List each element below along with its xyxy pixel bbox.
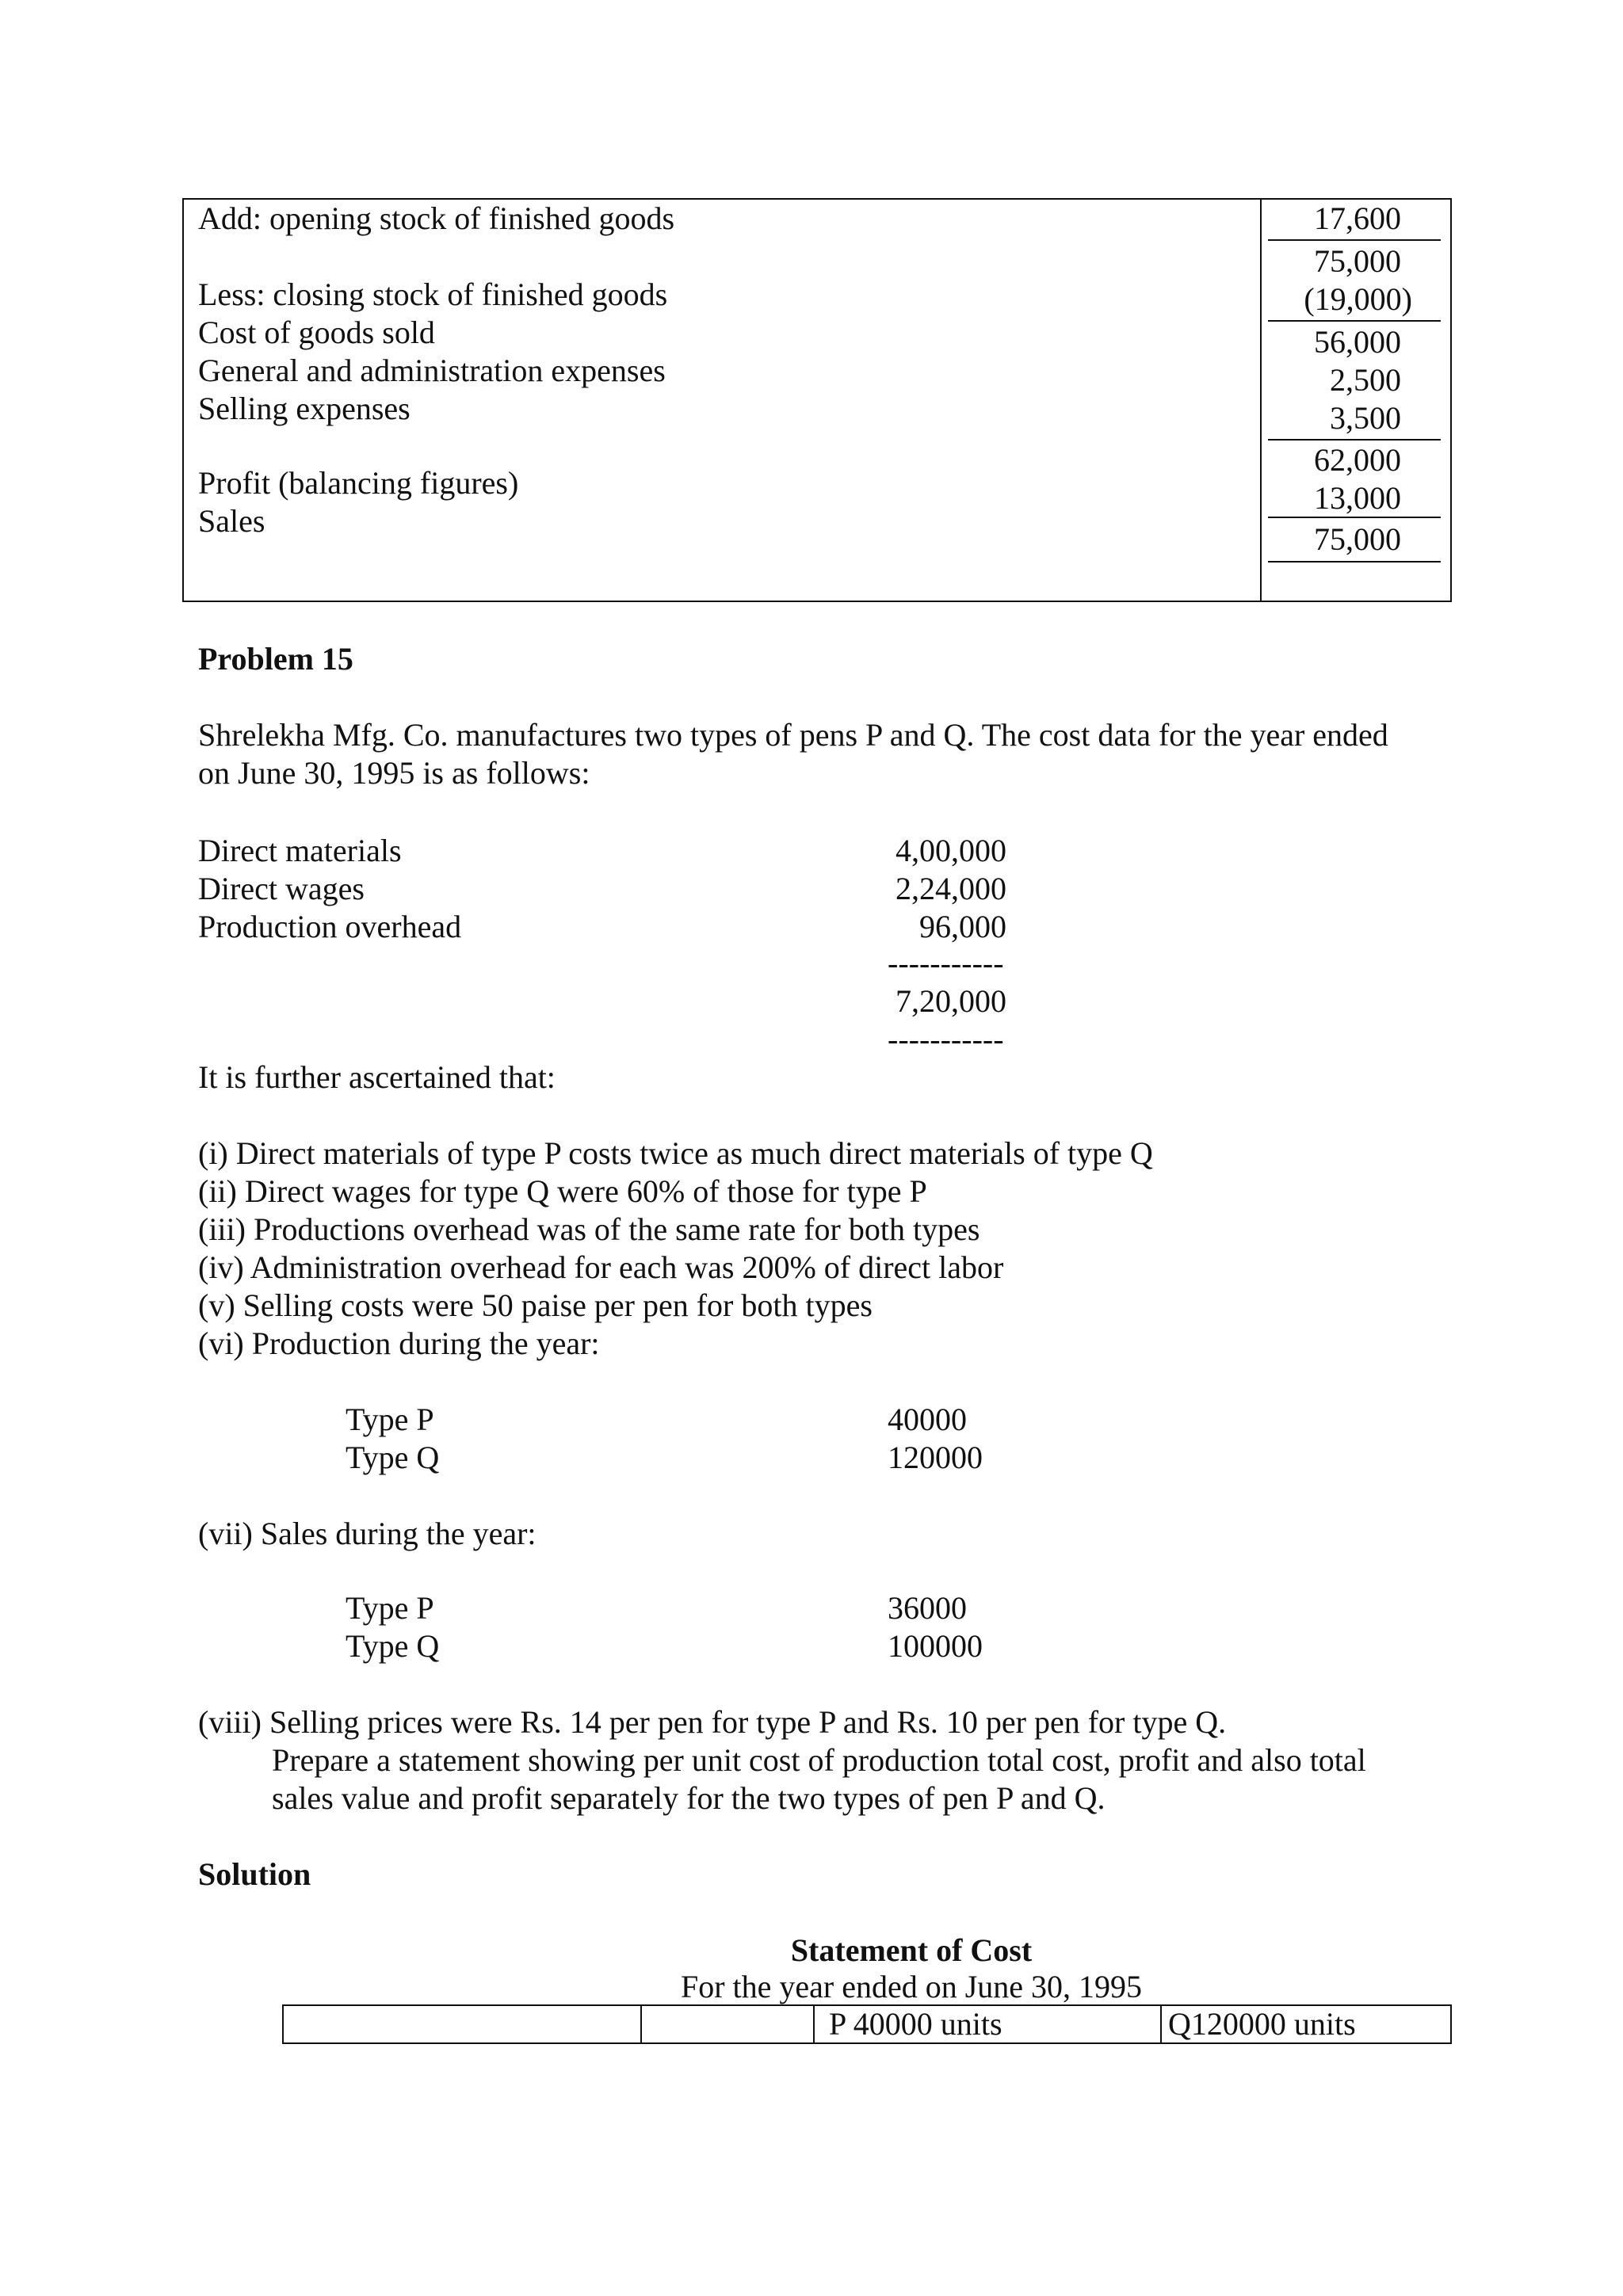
row-admin-value: 2,500 — [1330, 362, 1401, 398]
row-sales-value: 75,000 — [1314, 521, 1401, 557]
column-q-header: Q120000 units — [1168, 2006, 1356, 2042]
row-sales-label: Sales — [198, 503, 265, 539]
row-admin-label: General and administration expenses — [198, 353, 666, 388]
sales-value: 100000 — [888, 1628, 983, 1664]
table-divider — [1160, 2004, 1162, 2044]
rule — [1268, 517, 1441, 518]
sales-value: 36000 — [888, 1590, 967, 1626]
production-label: Type Q — [346, 1440, 440, 1475]
row-profit-label: Profit (balancing figures) — [198, 465, 519, 501]
row-cogs-value: 56,000 — [1314, 324, 1401, 360]
sales-label: Type Q — [346, 1628, 440, 1664]
row-subtotal-value: 75,000 — [1314, 243, 1401, 279]
row-opening-stock-value: 17,600 — [1314, 200, 1401, 236]
point-viii: (viii) Selling prices were Rs. 14 per pen for type P and Rs. 10 per pen for type Q. — [198, 1704, 1227, 1740]
dash-separator: ----------- — [888, 945, 1004, 981]
prepare-line-1: Prepare a statement showing per unit cost of production total cost, profit and also total — [272, 1742, 1366, 1778]
intro-line-2: on June 30, 1995 is as follows: — [198, 755, 590, 791]
cost-item-value: 96,000 — [919, 909, 1006, 944]
row-selling-label: Selling expenses — [198, 391, 411, 426]
intro-line-1: Shrelekha Mfg. Co. manufactures two types of pens P and Q. The cost data for the year ended — [198, 717, 1388, 753]
cost-total: 7,20,000 — [896, 983, 1006, 1019]
point-item: (ii) Direct wages for type Q were 60% of those for type P — [198, 1173, 927, 1209]
further-text: It is further ascertained that: — [198, 1059, 556, 1095]
point-item: (vi) Production during the year: — [198, 1325, 600, 1361]
row-opening-stock-label: Add: opening stock of finished goods — [198, 200, 675, 236]
cost-item-label: Production overhead — [198, 909, 462, 944]
column-p-header: P 40000 units — [829, 2006, 1002, 2042]
row-closing-stock-label: Less: closing stock of finished goods — [198, 277, 668, 312]
dash-separator: ----------- — [888, 1021, 1004, 1057]
point-item: (i) Direct materials of type P costs twice as much direct materials of type Q — [198, 1135, 1153, 1171]
production-label: Type P — [346, 1402, 434, 1437]
table-divider — [640, 2004, 642, 2044]
rule — [1268, 320, 1441, 322]
rule — [1268, 439, 1441, 441]
cost-item-value: 4,00,000 — [896, 833, 1006, 868]
problem-heading: Problem 15 — [198, 641, 353, 677]
table-divider — [813, 2004, 815, 2044]
row-selling-value: 3,500 — [1330, 400, 1401, 436]
statement-subtitle: For the year ended on June 30, 1995 — [680, 1969, 1143, 2004]
cost-item-value: 2,24,000 — [896, 871, 1006, 906]
production-value: 120000 — [888, 1440, 983, 1475]
row-profit-value: 13,000 — [1314, 480, 1401, 516]
cost-item-label: Direct materials — [198, 833, 402, 868]
prepare-line-2: sales value and profit separately for the two types of pen P and Q. — [272, 1780, 1106, 1816]
rule — [1268, 561, 1441, 563]
cost-item-label: Direct wages — [198, 871, 365, 906]
rule — [1268, 239, 1441, 241]
statement-title: Statement of Cost — [790, 1932, 1033, 1968]
sales-heading: (vii) Sales during the year: — [198, 1516, 537, 1551]
point-item: (v) Selling costs were 50 paise per pen for both types — [198, 1287, 873, 1323]
solution-heading: Solution — [198, 1856, 311, 1892]
top-table-divider — [1260, 198, 1262, 602]
row-closing-stock-value: (19,000) — [1304, 281, 1412, 317]
sales-label: Type P — [346, 1590, 434, 1626]
row-total-value: 62,000 — [1314, 442, 1401, 478]
production-value: 40000 — [888, 1402, 967, 1437]
point-item: (iv) Administration overhead for each was 200% of direct labor — [198, 1249, 1004, 1285]
row-cogs-label: Cost of goods sold — [198, 315, 435, 350]
point-item: (iii) Productions overhead was of the same rate for both types — [198, 1211, 980, 1247]
